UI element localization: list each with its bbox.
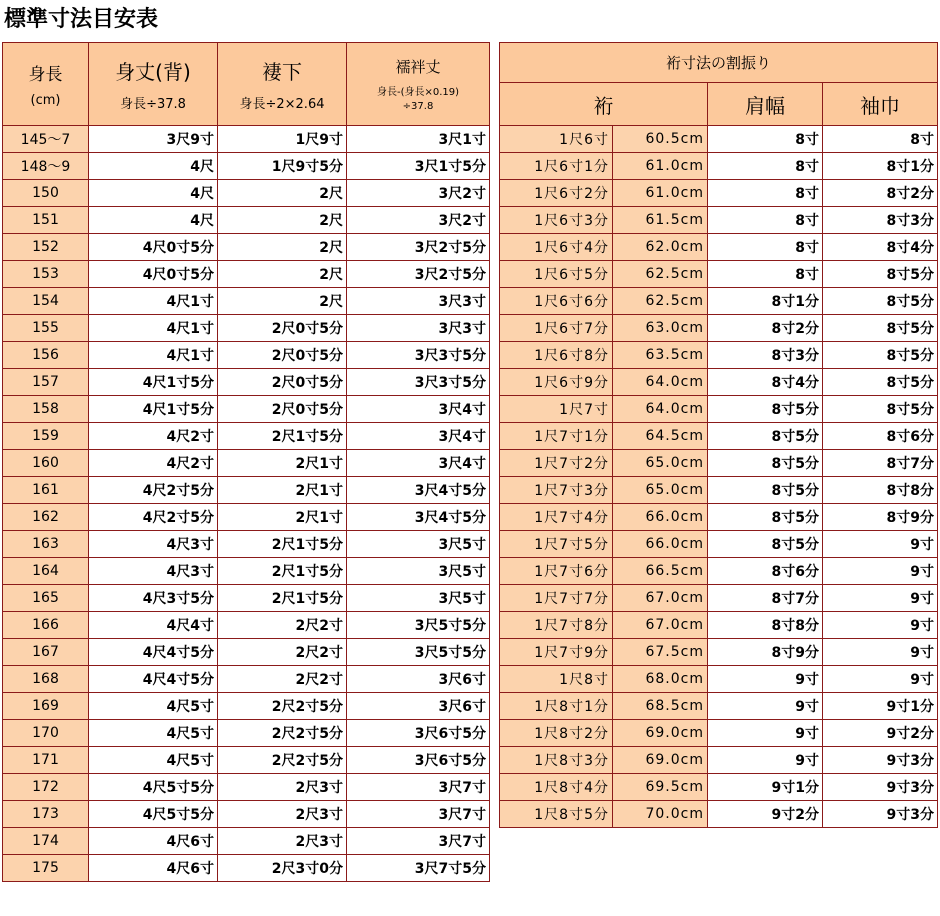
table-row bbox=[3, 207, 490, 234]
table-row bbox=[500, 504, 938, 531]
cell-height: 168 bbox=[3, 666, 89, 693]
cell-yuki-shaku: 1尺8寸2分 bbox=[500, 720, 613, 747]
cell-yukishita: 2尺2寸5分 bbox=[218, 693, 347, 720]
cell-juban: 3尺7寸 bbox=[347, 828, 490, 855]
table-row bbox=[500, 396, 938, 423]
table-row bbox=[3, 855, 490, 882]
cell-sodehaba: 8寸1分 bbox=[823, 153, 938, 180]
cell-height: 160 bbox=[3, 450, 89, 477]
table-row bbox=[3, 315, 490, 342]
cell-juban: 3尺3寸 bbox=[347, 315, 490, 342]
cell-juban: 3尺4寸5分 bbox=[347, 477, 490, 504]
cell-mitake: 4尺4寸5分 bbox=[89, 639, 218, 666]
header-juban-formula-2: ÷37.8 bbox=[402, 101, 434, 112]
cell-yuki-cm: 69.0cm bbox=[613, 720, 708, 747]
table-row bbox=[500, 423, 938, 450]
cell-katahaba: 9寸1分 bbox=[708, 774, 823, 801]
cell-yuki-cm: 62.5cm bbox=[613, 261, 708, 288]
cell-juban: 3尺5寸5分 bbox=[347, 639, 490, 666]
header-juban-label: 襦袢丈 bbox=[395, 58, 441, 76]
cell-katahaba: 8寸6分 bbox=[708, 558, 823, 585]
table-row bbox=[3, 504, 490, 531]
cell-mitake: 4尺5寸 bbox=[89, 720, 218, 747]
cell-juban: 3尺1寸5分 bbox=[347, 153, 490, 180]
cell-juban: 3尺5寸5分 bbox=[347, 612, 490, 639]
cell-juban: 3尺7寸 bbox=[347, 774, 490, 801]
cell-yuki-cm: 67.5cm bbox=[613, 639, 708, 666]
cell-juban: 3尺7寸 bbox=[347, 801, 490, 828]
cell-height: 174 bbox=[3, 828, 89, 855]
cell-mitake: 4尺1寸5分 bbox=[89, 396, 218, 423]
cell-katahaba: 8寸5分 bbox=[708, 450, 823, 477]
cell-yuki-cm: 61.0cm bbox=[613, 153, 708, 180]
cell-height: 153 bbox=[3, 261, 89, 288]
cell-sodehaba: 8寸6分 bbox=[823, 423, 938, 450]
cell-mitake: 4尺4寸5分 bbox=[89, 666, 218, 693]
table-row bbox=[3, 531, 490, 558]
cell-katahaba: 9寸2分 bbox=[708, 801, 823, 828]
cell-mitake: 4尺 bbox=[89, 153, 218, 180]
cell-katahaba: 8寸5分 bbox=[708, 477, 823, 504]
cell-mitake: 4尺4寸 bbox=[89, 612, 218, 639]
header-katahaba: 肩幅 bbox=[708, 83, 823, 126]
cell-yuki-shaku: 1尺7寸4分 bbox=[500, 504, 613, 531]
cell-height: 167 bbox=[3, 639, 89, 666]
cell-juban: 3尺2寸5分 bbox=[347, 261, 490, 288]
cell-katahaba: 8寸5分 bbox=[708, 531, 823, 558]
table-row bbox=[500, 747, 938, 774]
cell-katahaba: 9寸 bbox=[708, 693, 823, 720]
table-row bbox=[3, 558, 490, 585]
cell-yukishita: 2尺1寸 bbox=[218, 504, 347, 531]
page-title: 標準寸法目安表 bbox=[4, 7, 159, 32]
table-row bbox=[500, 234, 938, 261]
cell-katahaba: 8寸5分 bbox=[708, 504, 823, 531]
table-row bbox=[3, 720, 490, 747]
cell-yuki-cm: 64.5cm bbox=[613, 423, 708, 450]
cell-katahaba: 8寸 bbox=[708, 234, 823, 261]
cell-sodehaba: 8寸5分 bbox=[823, 369, 938, 396]
cell-katahaba: 8寸 bbox=[708, 126, 823, 153]
cell-sodehaba: 9寸3分 bbox=[823, 801, 938, 828]
cell-yuki-shaku: 1尺7寸7分 bbox=[500, 585, 613, 612]
cell-katahaba: 8寸 bbox=[708, 180, 823, 207]
cell-height: 152 bbox=[3, 234, 89, 261]
cell-yuki-shaku: 1尺8寸4分 bbox=[500, 774, 613, 801]
cell-sodehaba: 9寸3分 bbox=[823, 747, 938, 774]
cell-sodehaba: 9寸 bbox=[823, 558, 938, 585]
cell-height: 165 bbox=[3, 585, 89, 612]
cell-yuki-cm: 66.0cm bbox=[613, 531, 708, 558]
cell-mitake: 4尺2寸5分 bbox=[89, 504, 218, 531]
yuki-allocation-table bbox=[499, 42, 938, 828]
cell-sodehaba: 8寸5分 bbox=[823, 288, 938, 315]
cell-yuki-shaku: 1尺8寸1分 bbox=[500, 693, 613, 720]
cell-juban: 3尺5寸 bbox=[347, 558, 490, 585]
header-juban-formula-1: 身長-(身長×0.19) bbox=[376, 87, 460, 98]
cell-sodehaba: 9寸1分 bbox=[823, 693, 938, 720]
cell-yukishita: 2尺2寸 bbox=[218, 639, 347, 666]
cell-juban: 3尺1寸 bbox=[347, 126, 490, 153]
table-row bbox=[500, 261, 938, 288]
cell-mitake: 4尺 bbox=[89, 180, 218, 207]
cell-yukishita: 2尺1寸5分 bbox=[218, 558, 347, 585]
cell-yukishita: 2尺 bbox=[218, 180, 347, 207]
cell-yuki-cm: 62.5cm bbox=[613, 288, 708, 315]
cell-mitake: 4尺2寸 bbox=[89, 450, 218, 477]
cell-yuki-cm: 63.0cm bbox=[613, 315, 708, 342]
cell-sodehaba: 8寸3分 bbox=[823, 207, 938, 234]
cell-katahaba: 8寸3分 bbox=[708, 342, 823, 369]
cell-sodehaba: 9寸 bbox=[823, 666, 938, 693]
cell-height: 158 bbox=[3, 396, 89, 423]
cell-height: 161 bbox=[3, 477, 89, 504]
cell-height: 151 bbox=[3, 207, 89, 234]
cell-yukishita: 2尺 bbox=[218, 234, 347, 261]
cell-juban: 3尺4寸5分 bbox=[347, 504, 490, 531]
cell-juban: 3尺6寸5分 bbox=[347, 720, 490, 747]
cell-yuki-cm: 69.0cm bbox=[613, 747, 708, 774]
cell-yuki-cm: 67.0cm bbox=[613, 612, 708, 639]
cell-height: 163 bbox=[3, 531, 89, 558]
cell-katahaba: 8寸2分 bbox=[708, 315, 823, 342]
cell-yuki-cm: 60.5cm bbox=[613, 126, 708, 153]
cell-katahaba: 8寸7分 bbox=[708, 585, 823, 612]
cell-mitake: 4尺3寸5分 bbox=[89, 585, 218, 612]
cell-mitake: 4尺1寸5分 bbox=[89, 369, 218, 396]
cell-yuki-cm: 64.0cm bbox=[613, 396, 708, 423]
cell-yuki-cm: 63.5cm bbox=[613, 342, 708, 369]
cell-mitake: 4尺2寸5分 bbox=[89, 477, 218, 504]
cell-yukishita: 2尺1寸 bbox=[218, 450, 347, 477]
header-yukishita-label: 褄下 bbox=[262, 60, 302, 84]
cell-mitake: 4尺3寸 bbox=[89, 531, 218, 558]
cell-height: 150 bbox=[3, 180, 89, 207]
cell-yukishita: 1尺9寸5分 bbox=[218, 153, 347, 180]
cell-yuki-shaku: 1尺7寸5分 bbox=[500, 531, 613, 558]
cell-sodehaba: 9寸 bbox=[823, 531, 938, 558]
cell-juban: 3尺4寸 bbox=[347, 396, 490, 423]
table-row bbox=[500, 180, 938, 207]
cell-yuki-shaku: 1尺6寸1分 bbox=[500, 153, 613, 180]
cell-yukishita: 2尺1寸5分 bbox=[218, 585, 347, 612]
cell-yukishita: 2尺3寸 bbox=[218, 828, 347, 855]
cell-sodehaba: 8寸5分 bbox=[823, 342, 938, 369]
cell-juban: 3尺5寸 bbox=[347, 531, 490, 558]
cell-sodehaba: 8寸7分 bbox=[823, 450, 938, 477]
header-mitake-label: 身丈(背) bbox=[115, 60, 191, 84]
table-row bbox=[500, 450, 938, 477]
table-row bbox=[500, 126, 938, 153]
cell-yukishita: 2尺 bbox=[218, 261, 347, 288]
cell-height: 148〜9 bbox=[3, 153, 89, 180]
header-mitake-formula: 身長÷37.8 bbox=[120, 97, 186, 112]
cell-mitake: 4尺2寸 bbox=[89, 423, 218, 450]
cell-mitake: 4尺3寸 bbox=[89, 558, 218, 585]
cell-height: 164 bbox=[3, 558, 89, 585]
cell-yuki-cm: 61.5cm bbox=[613, 207, 708, 234]
cell-yuki-cm: 70.0cm bbox=[613, 801, 708, 828]
cell-mitake: 4尺6寸 bbox=[89, 828, 218, 855]
cell-height: 166 bbox=[3, 612, 89, 639]
cell-height: 162 bbox=[3, 504, 89, 531]
cell-sodehaba: 8寸5分 bbox=[823, 315, 938, 342]
cell-juban: 3尺3寸 bbox=[347, 288, 490, 315]
cell-yukishita: 2尺3寸 bbox=[218, 801, 347, 828]
cell-mitake: 4尺5寸5分 bbox=[89, 774, 218, 801]
table-row bbox=[500, 639, 938, 666]
standard-size-table bbox=[2, 42, 490, 882]
table-row bbox=[3, 450, 490, 477]
cell-yuki-shaku: 1尺6寸5分 bbox=[500, 261, 613, 288]
cell-sodehaba: 9寸 bbox=[823, 612, 938, 639]
cell-juban: 3尺2寸 bbox=[347, 180, 490, 207]
cell-juban: 3尺6寸5分 bbox=[347, 747, 490, 774]
cell-height: 145〜7 bbox=[3, 126, 89, 153]
cell-juban: 3尺3寸5分 bbox=[347, 369, 490, 396]
header-height bbox=[3, 43, 89, 126]
cell-yukishita: 2尺0寸5分 bbox=[218, 369, 347, 396]
table-row bbox=[500, 531, 938, 558]
table-row bbox=[500, 315, 938, 342]
cell-height: 170 bbox=[3, 720, 89, 747]
cell-mitake: 4尺6寸 bbox=[89, 855, 218, 882]
cell-sodehaba: 8寸 bbox=[823, 126, 938, 153]
cell-yuki-cm: 61.0cm bbox=[613, 180, 708, 207]
cell-katahaba: 9寸 bbox=[708, 720, 823, 747]
cell-yuki-shaku: 1尺6寸9分 bbox=[500, 369, 613, 396]
cell-mitake: 4尺 bbox=[89, 207, 218, 234]
cell-yukishita: 1尺9寸 bbox=[218, 126, 347, 153]
cell-yuki-shaku: 1尺6寸2分 bbox=[500, 180, 613, 207]
cell-yuki-cm: 68.5cm bbox=[613, 693, 708, 720]
table-row bbox=[500, 720, 938, 747]
cell-katahaba: 8寸9分 bbox=[708, 639, 823, 666]
cell-juban: 3尺2寸5分 bbox=[347, 234, 490, 261]
cell-yukishita: 2尺1寸5分 bbox=[218, 423, 347, 450]
table-row bbox=[3, 585, 490, 612]
table-row bbox=[500, 477, 938, 504]
cell-yukishita: 2尺0寸5分 bbox=[218, 396, 347, 423]
cell-yuki-shaku: 1尺8寸3分 bbox=[500, 747, 613, 774]
table-row bbox=[3, 153, 490, 180]
cell-juban: 3尺5寸 bbox=[347, 585, 490, 612]
header-mitake bbox=[89, 43, 218, 126]
cell-sodehaba: 9寸 bbox=[823, 585, 938, 612]
cell-yukishita: 2尺1寸 bbox=[218, 477, 347, 504]
cell-juban: 3尺6寸 bbox=[347, 666, 490, 693]
cell-mitake: 4尺0寸5分 bbox=[89, 261, 218, 288]
table-row bbox=[3, 342, 490, 369]
cell-yuki-shaku: 1尺6寸3分 bbox=[500, 207, 613, 234]
cell-katahaba: 8寸 bbox=[708, 153, 823, 180]
cell-yuki-cm: 66.0cm bbox=[613, 504, 708, 531]
table-row bbox=[3, 288, 490, 315]
cell-juban: 3尺3寸5分 bbox=[347, 342, 490, 369]
cell-yukishita: 2尺 bbox=[218, 288, 347, 315]
cell-katahaba: 8寸4分 bbox=[708, 369, 823, 396]
table-row bbox=[3, 477, 490, 504]
cell-sodehaba: 9寸3分 bbox=[823, 774, 938, 801]
cell-mitake: 4尺0寸5分 bbox=[89, 234, 218, 261]
table-row bbox=[3, 261, 490, 288]
table-row bbox=[3, 396, 490, 423]
table-row bbox=[3, 612, 490, 639]
cell-yuki-cm: 66.5cm bbox=[613, 558, 708, 585]
table-row bbox=[500, 153, 938, 180]
table-row bbox=[500, 207, 938, 234]
header-sodehaba: 袖巾 bbox=[823, 83, 938, 126]
cell-katahaba: 8寸5分 bbox=[708, 423, 823, 450]
header-yuki: 裄 bbox=[500, 83, 708, 126]
table-row bbox=[3, 666, 490, 693]
header-height-unit: (cm) bbox=[30, 93, 61, 108]
cell-juban: 3尺4寸 bbox=[347, 423, 490, 450]
cell-yukishita: 2尺2寸 bbox=[218, 612, 347, 639]
table-row bbox=[500, 801, 938, 828]
cell-height: 171 bbox=[3, 747, 89, 774]
cell-yuki-shaku: 1尺6寸6分 bbox=[500, 288, 613, 315]
cell-juban: 3尺7寸5分 bbox=[347, 855, 490, 882]
cell-height: 159 bbox=[3, 423, 89, 450]
table-row bbox=[3, 234, 490, 261]
cell-yuki-shaku: 1尺8寸 bbox=[500, 666, 613, 693]
table-row bbox=[500, 774, 938, 801]
cell-katahaba: 9寸 bbox=[708, 666, 823, 693]
cell-yuki-shaku: 1尺7寸6分 bbox=[500, 558, 613, 585]
cell-sodehaba: 8寸4分 bbox=[823, 234, 938, 261]
table-row bbox=[3, 639, 490, 666]
cell-katahaba: 8寸1分 bbox=[708, 288, 823, 315]
table-row bbox=[3, 369, 490, 396]
cell-yukishita: 2尺1寸5分 bbox=[218, 531, 347, 558]
cell-yuki-shaku: 1尺6寸7分 bbox=[500, 315, 613, 342]
cell-yuki-shaku: 1尺6寸4分 bbox=[500, 234, 613, 261]
header-yukishita-formula: 身長÷2×2.64 bbox=[239, 97, 325, 112]
cell-sodehaba: 9寸 bbox=[823, 639, 938, 666]
table-row bbox=[3, 693, 490, 720]
table-row bbox=[500, 369, 938, 396]
table-row bbox=[500, 585, 938, 612]
cell-height: 155 bbox=[3, 315, 89, 342]
cell-mitake: 4尺1寸 bbox=[89, 288, 218, 315]
table-row bbox=[500, 666, 938, 693]
cell-yukishita: 2尺0寸5分 bbox=[218, 342, 347, 369]
header-yukishita bbox=[218, 43, 347, 126]
cell-yuki-cm: 62.0cm bbox=[613, 234, 708, 261]
table-row bbox=[3, 747, 490, 774]
cell-yuki-cm: 65.0cm bbox=[613, 450, 708, 477]
cell-mitake: 4尺1寸 bbox=[89, 342, 218, 369]
cell-mitake: 3尺9寸 bbox=[89, 126, 218, 153]
table-row bbox=[500, 558, 938, 585]
cell-height: 172 bbox=[3, 774, 89, 801]
table-row bbox=[3, 828, 490, 855]
cell-yuki-cm: 68.0cm bbox=[613, 666, 708, 693]
table-row bbox=[3, 423, 490, 450]
cell-yuki-shaku: 1尺7寸1分 bbox=[500, 423, 613, 450]
cell-mitake: 4尺5寸 bbox=[89, 747, 218, 774]
cell-mitake: 4尺1寸 bbox=[89, 315, 218, 342]
table-row bbox=[500, 288, 938, 315]
cell-katahaba: 8寸5分 bbox=[708, 396, 823, 423]
cell-yuki-shaku: 1尺6寸8分 bbox=[500, 342, 613, 369]
table-row bbox=[3, 801, 490, 828]
table-row bbox=[500, 612, 938, 639]
table-row bbox=[500, 342, 938, 369]
table-row bbox=[500, 693, 938, 720]
cell-yukishita: 2尺0寸5分 bbox=[218, 315, 347, 342]
cell-mitake: 4尺5寸 bbox=[89, 693, 218, 720]
cell-sodehaba: 8寸5分 bbox=[823, 261, 938, 288]
cell-yuki-shaku: 1尺7寸9分 bbox=[500, 639, 613, 666]
cell-height: 157 bbox=[3, 369, 89, 396]
cell-juban: 3尺4寸 bbox=[347, 450, 490, 477]
table-row bbox=[3, 180, 490, 207]
cell-yuki-cm: 65.0cm bbox=[613, 477, 708, 504]
cell-yuki-cm: 67.0cm bbox=[613, 585, 708, 612]
cell-juban: 3尺6寸 bbox=[347, 693, 490, 720]
cell-height: 156 bbox=[3, 342, 89, 369]
cell-katahaba: 8寸8分 bbox=[708, 612, 823, 639]
cell-sodehaba: 8寸2分 bbox=[823, 180, 938, 207]
cell-katahaba: 8寸 bbox=[708, 207, 823, 234]
cell-yuki-cm: 69.5cm bbox=[613, 774, 708, 801]
cell-yuki-shaku: 1尺6寸 bbox=[500, 126, 613, 153]
cell-yukishita: 2尺3寸 bbox=[218, 774, 347, 801]
cell-mitake: 4尺5寸5分 bbox=[89, 801, 218, 828]
cell-height: 169 bbox=[3, 693, 89, 720]
cell-height: 175 bbox=[3, 855, 89, 882]
cell-yukishita: 2尺2寸5分 bbox=[218, 720, 347, 747]
cell-yukishita: 2尺3寸0分 bbox=[218, 855, 347, 882]
table-row bbox=[3, 126, 490, 153]
cell-katahaba: 8寸 bbox=[708, 261, 823, 288]
cell-katahaba: 9寸 bbox=[708, 747, 823, 774]
cell-juban: 3尺2寸 bbox=[347, 207, 490, 234]
header-height-label: 身長 bbox=[28, 65, 63, 85]
cell-height: 173 bbox=[3, 801, 89, 828]
cell-yukishita: 2尺2寸5分 bbox=[218, 747, 347, 774]
header-yuki-group: 裄寸法の割振り bbox=[500, 43, 938, 83]
cell-sodehaba: 8寸9分 bbox=[823, 504, 938, 531]
cell-yuki-cm: 64.0cm bbox=[613, 369, 708, 396]
table-row bbox=[3, 774, 490, 801]
cell-sodehaba: 8寸8分 bbox=[823, 477, 938, 504]
cell-yuki-shaku: 1尺7寸8分 bbox=[500, 612, 613, 639]
cell-yuki-shaku: 1尺7寸2分 bbox=[500, 450, 613, 477]
cell-yuki-shaku: 1尺7寸 bbox=[500, 396, 613, 423]
cell-yuki-shaku: 1尺8寸5分 bbox=[500, 801, 613, 828]
cell-yukishita: 2尺2寸 bbox=[218, 666, 347, 693]
cell-yukishita: 2尺 bbox=[218, 207, 347, 234]
cell-sodehaba: 8寸5分 bbox=[823, 396, 938, 423]
cell-yuki-shaku: 1尺7寸3分 bbox=[500, 477, 613, 504]
header-juban bbox=[347, 43, 490, 126]
cell-sodehaba: 9寸2分 bbox=[823, 720, 938, 747]
cell-height: 154 bbox=[3, 288, 89, 315]
